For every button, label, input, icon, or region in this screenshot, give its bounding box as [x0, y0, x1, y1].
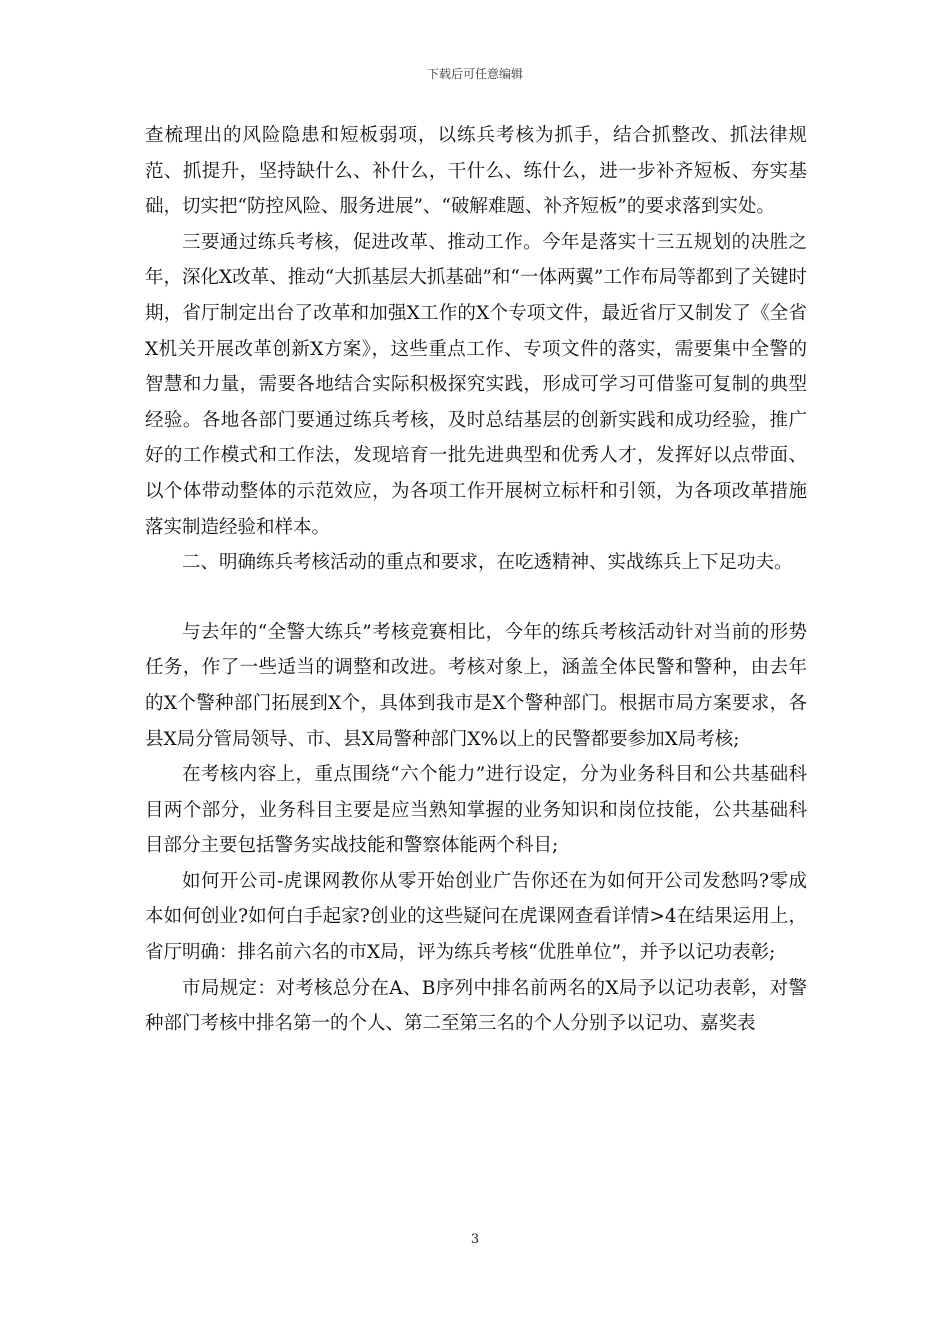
- document-body: [145, 118, 807, 1042]
- paragraph-city-rules: 市局规定：对考核总分在A、B序列中排名前两名的X局予以记功表彰，对警种部门考核中排名第一的个人、第二至第三名的个人分别予以记功、嘉奖表: [145, 977, 807, 1035]
- paragraph-continuation: 查梳理出的风险隐患和短板弱项，以练兵考核为抓手，结合抓整改、抓法律规范、抓提升，坚持缺什么、补什么，干什么、练什么，进一步补齐短板、夯实基础，切实把“防控风险、服务进展”、“破解难题、补齐短板”的要求落到实处。: [145, 125, 807, 218]
- page-number: 3: [470, 1232, 480, 1247]
- paragraph-gap: [145, 581, 807, 615]
- paragraph-third-requirement: 三要通过练兵考核，促进改革、推动工作。今年是落实十三五规划的决胜之年，深化X改革、推动“大抓基层大抓基础”和“一体两翼”工作布局等都到了关键时期，省厅制定出台了改革和加强X工作的X个专项文件，最近省厅又制发了《全省X机关开展改革创新X方案》，这些重点工作、专项文件的落实，需要集中全警的智慧和力量，需要各地结合实际积极探究实践，形成可学习可借鉴可复制的典型经验。各地各部门要通过练兵考核，及时总结基层的创新实践和成功经验，推广好的工作模式和工作法，发现培育一批先进典型和优秀人才，发挥好以点带面、以个体带动整体的示范效应，为各项工作开展树立标杆和引领，为各项改革措施落实制造经验和样本。: [145, 231, 807, 538]
- paragraph-results: 如何开公司-虎课网教你从零开始创业广告你还在为如何开公司发愁吗?零成本如何创业?如何白手起家?创业的这些疑问在虎课网查看详情>4在结果运用上，省厅明确：排名前六名的市X局，评为练兵考核“优胜单位”，并予以记功表彰;: [145, 870, 807, 964]
- paragraph-exam-content: 在考核内容上，重点围绕“六个能力”进行设定，分为业务科目和公共基础科目两个部分，业务科目主要是应当熟知掌握的业务知识和岗位技能，公共基础科目部分主要包括警务实战技能和警察体能两个科目;: [145, 764, 807, 857]
- section-heading: 二、明确练兵考核活动的重点和要求，在吃透精神、实战练兵上下足功夫。: [182, 552, 793, 574]
- paragraph-comparison: 与去年的“全警大练兵”考核竞赛相比，今年的练兵考核活动针对当前的形势任务，作了一些适当的调整和改进。考核对象上，涵盖全体民警和警种，由去年的X个警种部门拓展到X个，具体到我市是X个警种部门。根据市局方案要求，各县X局分管局领导、市、县X局警种部门X%以上的民警都要参加X局考核;: [145, 621, 807, 750]
- page-header: 下载后可任意编辑: [426, 67, 523, 81]
